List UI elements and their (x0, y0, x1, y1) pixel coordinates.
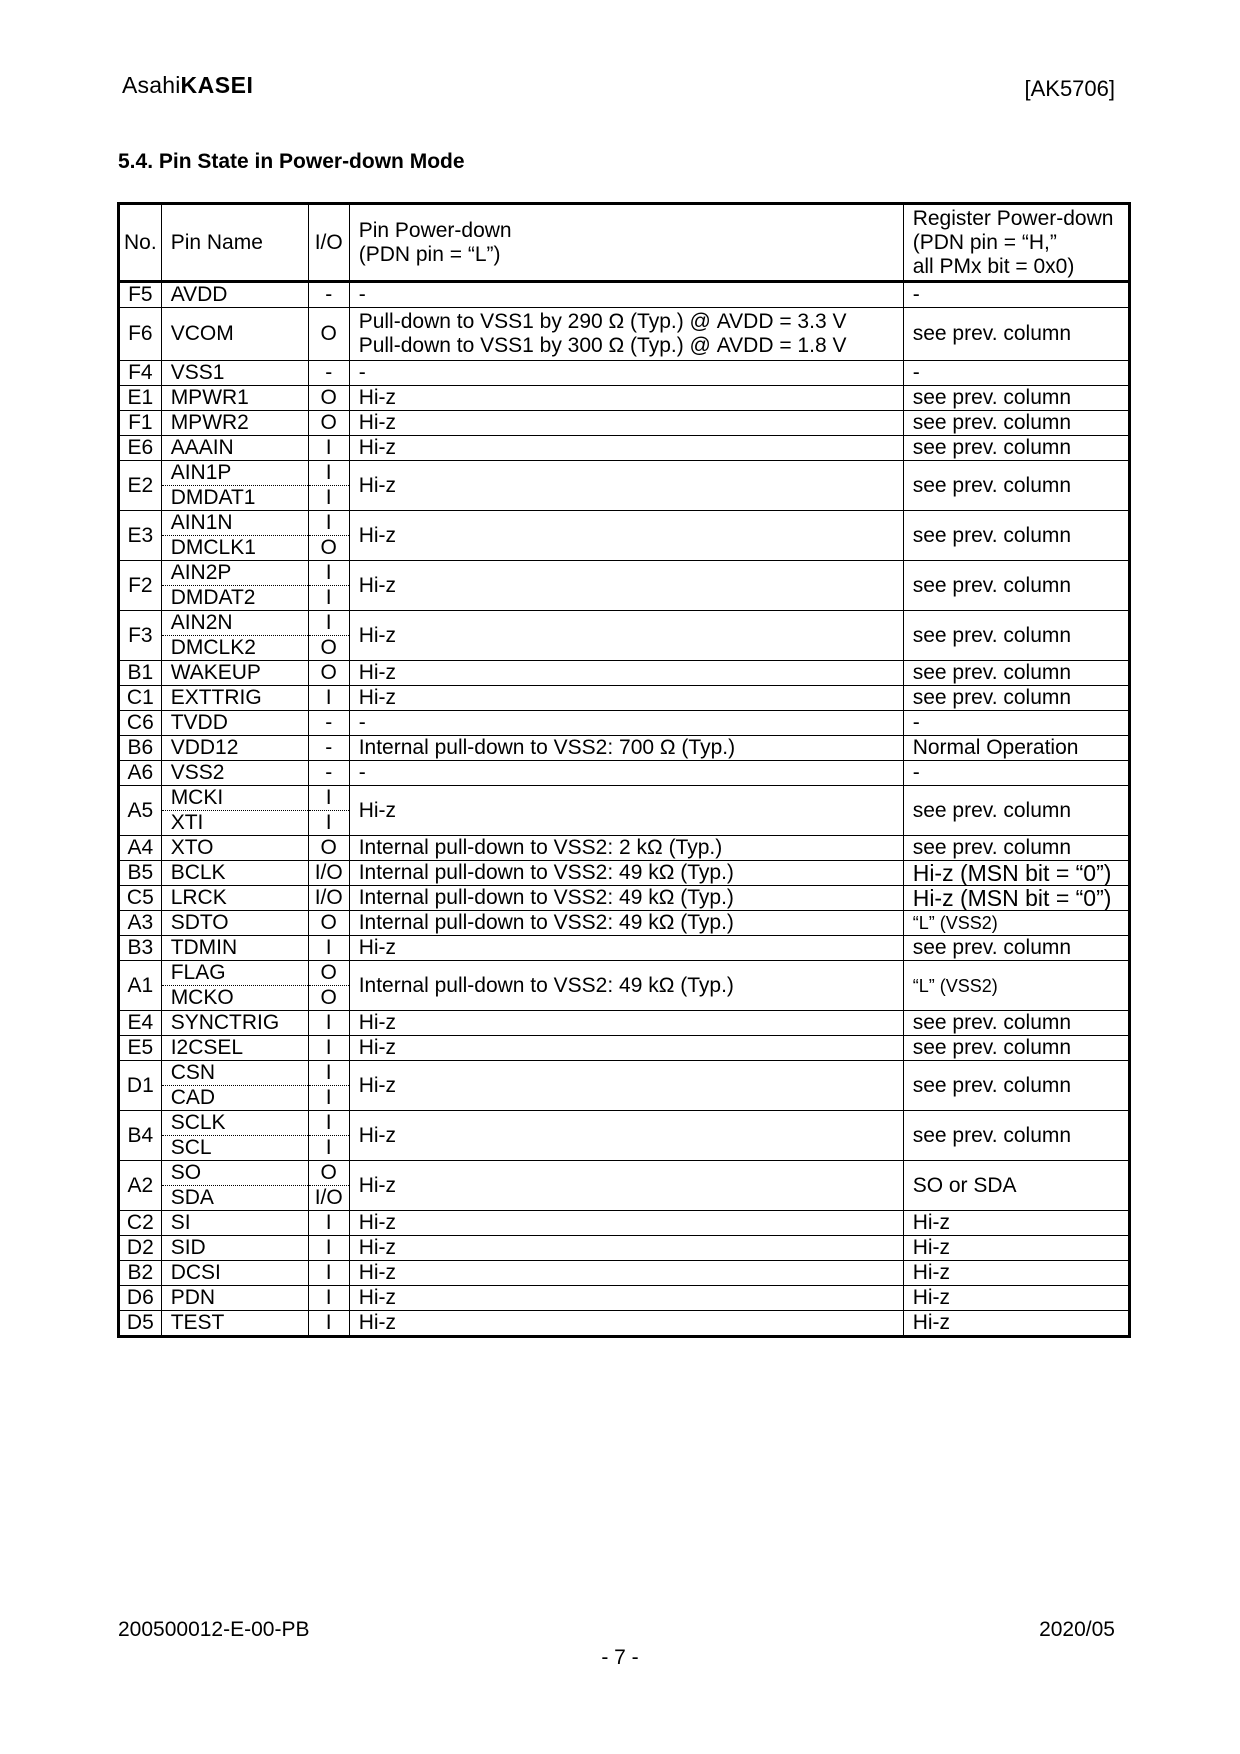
table-row (119, 308, 1130, 361)
pin-name: CSN (161, 1061, 308, 1086)
pin-power-down-state: Internal pull-down to VSS2: 49 kΩ (Typ.) (349, 911, 903, 936)
register-power-down-state: see prev. column (903, 308, 1129, 361)
table-row (119, 1236, 1130, 1261)
pin-power-down-state: Internal pull-down to VSS2: 49 kΩ (Typ.) (349, 886, 903, 911)
pin-number: D5 (119, 1311, 162, 1337)
register-power-down-state: see prev. column (903, 386, 1129, 411)
pin-number: F5 (119, 282, 162, 308)
pin-io: I (308, 1311, 349, 1337)
register-power-down-state: see prev. column (903, 1011, 1129, 1036)
table-row (119, 1161, 1130, 1186)
register-power-down-state: see prev. column (903, 411, 1129, 436)
pin-power-down-state: Internal pull-down to VSS2: 700 Ω (Typ.) (349, 736, 903, 761)
table-row (119, 282, 1130, 308)
pin-power-down-state: Hi-z (349, 1111, 903, 1161)
pin-power-down-state (349, 308, 903, 361)
register-power-down-state: “L” (VSS2) (903, 961, 1129, 1011)
register-power-down-state: - (903, 711, 1129, 736)
pin-io: I (308, 936, 349, 961)
pin-name: VSS2 (161, 761, 308, 786)
pin-io-alt: O (308, 636, 349, 661)
pin-io-alt: O (308, 986, 349, 1011)
pin-name: EXTTRIG (161, 686, 308, 711)
pin-io: I (308, 1236, 349, 1261)
register-power-down-state: Hi-z (903, 1286, 1129, 1311)
pin-power-down-state: Internal pull-down to VSS2: 2 kΩ (Typ.) (349, 836, 903, 861)
pin-power-down-state: Hi-z (349, 436, 903, 461)
register-power-down-state: Hi-z (903, 1261, 1129, 1286)
pin-io: I (308, 461, 349, 486)
pin-power-down-state: Hi-z (349, 1211, 903, 1236)
pin-name: SYNCTRIG (161, 1011, 308, 1036)
pin-power-down-state: Hi-z (349, 1036, 903, 1061)
pin-io: - (308, 282, 349, 308)
register-power-down-state: Hi-z (MSN bit = “0”) (903, 861, 1129, 886)
pin-io: I (308, 786, 349, 811)
pin-io: I (308, 1211, 349, 1236)
pin-name: SCLK (161, 1111, 308, 1136)
pin-power-down-state: Hi-z (349, 611, 903, 661)
table-row (119, 1211, 1130, 1236)
register-power-down-state: see prev. column (903, 1036, 1129, 1061)
register-power-down-state: see prev. column (903, 561, 1129, 611)
table-row (119, 386, 1130, 411)
table-row (119, 961, 1130, 986)
pin-number: C2 (119, 1211, 162, 1236)
document-id: [AK5706] (1024, 76, 1115, 101)
pin-name: SDTO (161, 911, 308, 936)
pin-name: AAAIN (161, 436, 308, 461)
pin-name: AVDD (161, 282, 308, 308)
pin-io: O (308, 386, 349, 411)
pin-power-down-state: Hi-z (349, 1061, 903, 1111)
register-power-down-state: see prev. column (903, 1111, 1129, 1161)
pin-power-down-state: Hi-z (349, 511, 903, 561)
table-row (119, 436, 1130, 461)
table-row (119, 661, 1130, 686)
pin-io: I (308, 1286, 349, 1311)
register-power-down-state: see prev. column (903, 461, 1129, 511)
pin-name: SID (161, 1236, 308, 1261)
register-power-down-state: Hi-z (MSN bit = “0”) (903, 886, 1129, 911)
pin-name: BCLK (161, 861, 308, 886)
pin-power-down-state: Hi-z (349, 1311, 903, 1337)
table-row (119, 461, 1130, 486)
table-header-row (119, 204, 1130, 282)
register-power-down-state: - (903, 282, 1129, 308)
table-row (119, 1286, 1130, 1311)
pin-io-alt: I/O (308, 1186, 349, 1211)
header-pin-pd-line1: Pin Power-down (358, 218, 512, 242)
pin-name: LRCK (161, 886, 308, 911)
pin-io-alt: I (308, 486, 349, 511)
header-reg-pd-line1: Register Power-down (912, 206, 1114, 230)
table-row (119, 1111, 1130, 1136)
pin-name: DCSI (161, 1261, 308, 1286)
pin-name-alt: XTI (161, 811, 308, 836)
header-pin-name: Pin Name (161, 204, 308, 282)
register-power-down-state: see prev. column (903, 836, 1129, 861)
table-row (119, 411, 1130, 436)
pin-power-down-state: - (349, 761, 903, 786)
pin-name-alt: DMCLK2 (161, 636, 308, 661)
table-row (119, 786, 1130, 811)
pin-power-down-state: Hi-z (349, 686, 903, 711)
pin-io: I (308, 1261, 349, 1286)
pin-number: B4 (119, 1111, 162, 1161)
pin-name: AIN1N (161, 511, 308, 536)
pin-name-alt: SCL (161, 1136, 308, 1161)
table-row (119, 1061, 1130, 1086)
pin-number: A6 (119, 761, 162, 786)
table-row (119, 736, 1130, 761)
table-row (119, 1036, 1130, 1061)
pin-io: O (308, 661, 349, 686)
table-row (119, 1311, 1130, 1337)
pin-name: SI (161, 1211, 308, 1236)
pin-number: F1 (119, 411, 162, 436)
pin-name: MPWR2 (161, 411, 308, 436)
pin-power-down-state: Hi-z (349, 1161, 903, 1211)
pin-io: O (308, 836, 349, 861)
pin-number: A5 (119, 786, 162, 836)
pin-power-down-state: Hi-z (349, 1261, 903, 1286)
pin-power-down-state: Hi-z (349, 386, 903, 411)
table-row (119, 1011, 1130, 1036)
pin-name: AIN2P (161, 561, 308, 586)
register-power-down-state: - (903, 761, 1129, 786)
pin-io: I/O (308, 861, 349, 886)
pin-power-down-state: Hi-z (349, 786, 903, 836)
register-power-down-state: see prev. column (903, 511, 1129, 561)
pin-number: D1 (119, 1061, 162, 1111)
pin-power-down-state: - (349, 282, 903, 308)
register-power-down-state: Hi-z (903, 1236, 1129, 1261)
pin-io: I (308, 686, 349, 711)
pin-io: - (308, 736, 349, 761)
pin-number: E1 (119, 386, 162, 411)
pin-io: I (308, 561, 349, 586)
company-logo (122, 72, 253, 99)
table-row (119, 611, 1130, 636)
pin-io: O (308, 1161, 349, 1186)
pin-power-down-state: - (349, 711, 903, 736)
table-row (119, 836, 1130, 861)
table-row (119, 861, 1130, 886)
pin-power-down-line2: Pull-down to VSS1 by 300 Ω (Typ.) @ AVDD = 1.8 V (358, 334, 847, 357)
register-power-down-state: - (903, 361, 1129, 386)
pin-number: A4 (119, 836, 162, 861)
pin-number: B3 (119, 936, 162, 961)
pin-io: I (308, 436, 349, 461)
pin-power-down-state: Internal pull-down to VSS2: 49 kΩ (Typ.) (349, 961, 903, 1011)
pin-name: FLAG (161, 961, 308, 986)
page-number: - 7 - (601, 1646, 639, 1669)
pin-number: E4 (119, 1011, 162, 1036)
pin-io-alt: I (308, 1086, 349, 1111)
pin-io: I (308, 511, 349, 536)
footer-date: 2020/05 (1039, 1618, 1115, 1641)
pin-name: XTO (161, 836, 308, 861)
pin-number: D2 (119, 1236, 162, 1261)
pin-name-alt: DMDAT1 (161, 486, 308, 511)
logo-text-bold: KASEI (180, 72, 254, 98)
pin-number: A1 (119, 961, 162, 1011)
pin-power-down-state: Hi-z (349, 1011, 903, 1036)
pin-name: MPWR1 (161, 386, 308, 411)
pin-name: TDMIN (161, 936, 308, 961)
pin-number: E5 (119, 1036, 162, 1061)
pin-power-down-state: Internal pull-down to VSS2: 49 kΩ (Typ.) (349, 861, 903, 886)
logo-text-light: Asahi (122, 72, 181, 98)
pin-name: TVDD (161, 711, 308, 736)
pin-io-alt: I (308, 811, 349, 836)
table-row (119, 886, 1130, 911)
table-row (119, 936, 1130, 961)
header-reg-pd-line3: all PMx bit = 0x0) (912, 254, 1075, 278)
header-io: I/O (308, 204, 349, 282)
pin-name: I2CSEL (161, 1036, 308, 1061)
pin-power-down-state: Hi-z (349, 1286, 903, 1311)
table-row (119, 361, 1130, 386)
register-power-down-state: see prev. column (903, 786, 1129, 836)
table-row (119, 686, 1130, 711)
pin-name-alt: DMCLK1 (161, 536, 308, 561)
pin-io: I (308, 611, 349, 636)
register-power-down-state: “L” (VSS2) (903, 911, 1129, 936)
pin-number: F2 (119, 561, 162, 611)
pin-number: E6 (119, 436, 162, 461)
header-pin-power-down (349, 204, 903, 282)
pin-name: AIN2N (161, 611, 308, 636)
pin-io: I (308, 1061, 349, 1086)
pin-io: - (308, 761, 349, 786)
footer-doc-number: 200500012-E-00-PB (118, 1618, 310, 1641)
pin-name: MCKI (161, 786, 308, 811)
pin-power-down-state: Hi-z (349, 461, 903, 511)
pin-number: B1 (119, 661, 162, 686)
pin-power-down-state: Hi-z (349, 411, 903, 436)
pin-number: D6 (119, 1286, 162, 1311)
register-power-down-state: Hi-z (903, 1211, 1129, 1236)
table-row (119, 711, 1130, 736)
pin-number: B6 (119, 736, 162, 761)
pin-io: I (308, 1011, 349, 1036)
table-row (119, 1261, 1130, 1286)
pin-number: C1 (119, 686, 162, 711)
pin-number: A3 (119, 911, 162, 936)
register-power-down-state: see prev. column (903, 436, 1129, 461)
header-reg-pd-line2: (PDN pin = “H,” (912, 230, 1057, 254)
register-power-down-state: Normal Operation (903, 736, 1129, 761)
pin-io: O (308, 961, 349, 986)
register-power-down-state: see prev. column (903, 611, 1129, 661)
pin-power-down-state: Hi-z (349, 561, 903, 611)
pin-io: O (308, 411, 349, 436)
table-row (119, 911, 1130, 936)
pin-power-down-state: - (349, 361, 903, 386)
pin-io: I/O (308, 886, 349, 911)
pin-power-down-state: Hi-z (349, 936, 903, 961)
register-power-down-state: SO or SDA (903, 1161, 1129, 1211)
pin-name-alt: DMDAT2 (161, 586, 308, 611)
section-title: 5.4. Pin State in Power-down Mode (118, 150, 465, 173)
pin-io-alt: I (308, 586, 349, 611)
pin-power-down-state: Hi-z (349, 661, 903, 686)
pin-name: VCOM (161, 308, 308, 361)
pin-number: A2 (119, 1161, 162, 1211)
pin-io-alt: O (308, 536, 349, 561)
pin-name: SO (161, 1161, 308, 1186)
register-power-down-state: see prev. column (903, 661, 1129, 686)
pin-name: VSS1 (161, 361, 308, 386)
pin-name: TEST (161, 1311, 308, 1337)
pin-state-table (117, 202, 1131, 1338)
register-power-down-state: see prev. column (903, 1061, 1129, 1111)
header-pin-pd-line2: (PDN pin = “L”) (358, 242, 501, 266)
pin-power-down-line1: Pull-down to VSS1 by 290 Ω (Typ.) @ AVDD = 3.3 V (358, 310, 847, 333)
header-register-power-down (903, 204, 1129, 282)
pin-io: - (308, 711, 349, 736)
pin-number: E2 (119, 461, 162, 511)
pin-number: F4 (119, 361, 162, 386)
pin-io-alt: I (308, 1136, 349, 1161)
table-row (119, 511, 1130, 536)
pin-name-alt: CAD (161, 1086, 308, 1111)
pin-name-alt: MCKO (161, 986, 308, 1011)
pin-io: O (308, 911, 349, 936)
pin-io: O (308, 308, 349, 361)
pin-number: B5 (119, 861, 162, 886)
pin-number: C5 (119, 886, 162, 911)
pin-number: C6 (119, 711, 162, 736)
pin-name-alt: SDA (161, 1186, 308, 1211)
header-no: No. (119, 204, 162, 282)
pin-number: E3 (119, 511, 162, 561)
pin-number: B2 (119, 1261, 162, 1286)
pin-number: F3 (119, 611, 162, 661)
pin-number: F6 (119, 308, 162, 361)
register-power-down-state: Hi-z (903, 1311, 1129, 1337)
pin-name: WAKEUP (161, 661, 308, 686)
register-power-down-state: see prev. column (903, 936, 1129, 961)
pin-power-down-state: Hi-z (349, 1236, 903, 1261)
pin-io: I (308, 1036, 349, 1061)
register-power-down-state: see prev. column (903, 686, 1129, 711)
table-row (119, 761, 1130, 786)
pin-name: VDD12 (161, 736, 308, 761)
pin-io: I (308, 1111, 349, 1136)
pin-name: PDN (161, 1286, 308, 1311)
table-row (119, 561, 1130, 586)
table-body (119, 282, 1130, 1337)
pin-name: AIN1P (161, 461, 308, 486)
pin-io: - (308, 361, 349, 386)
